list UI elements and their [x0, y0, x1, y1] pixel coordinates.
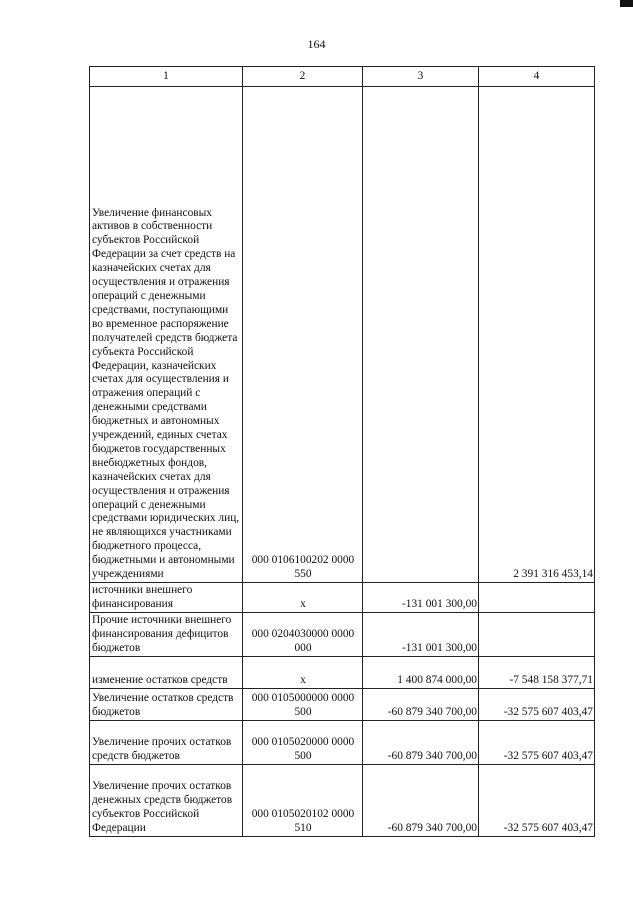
row-name: Увеличение прочих остатков денежных средств бюджетов субъектов Российской Федерации	[90, 765, 243, 837]
row-name: Увеличение остатков средств бюджетов	[90, 689, 243, 721]
row-value-col3: -60 879 340 700,00	[363, 721, 479, 765]
row-code: 000 0204030000 0000 000	[243, 613, 363, 657]
row-value-col3	[363, 87, 479, 583]
row-name: изменение остатков средств	[90, 657, 243, 689]
row-code: 000 0105020000 0000 500	[243, 721, 363, 765]
page-number: 164	[307, 37, 326, 51]
row-value-col4: -32 575 607 403,47	[479, 689, 595, 721]
row-code: 000 0105000000 0000 500	[243, 689, 363, 721]
column-header-1: 1	[90, 67, 243, 87]
row-value-col4: -7 548 158 377,71	[479, 657, 595, 689]
row-value-col3: -60 879 340 700,00	[363, 765, 479, 837]
row-value-col3: -60 879 340 700,00	[363, 689, 479, 721]
row-value-col4	[479, 613, 595, 657]
row-value-col4: -32 575 607 403,47	[479, 721, 595, 765]
table-row	[90, 583, 595, 613]
scan-corner-mark	[620, 0, 633, 7]
table-row	[90, 613, 595, 657]
column-header-4: 4	[479, 67, 595, 87]
row-value-col3: -131 001 300,00	[363, 613, 479, 657]
row-name: Увеличение прочих остатков средств бюджетов	[90, 721, 243, 765]
budget-sources-table	[89, 66, 595, 837]
table-row	[90, 657, 595, 689]
row-name: Прочие источники внешнего финансирования дефицитов бюджетов	[90, 613, 243, 657]
row-value-col4	[479, 583, 595, 613]
row-value-col3: -131 001 300,00	[363, 583, 479, 613]
column-header-2: 2	[243, 67, 363, 87]
table-row	[90, 721, 595, 765]
row-name: Увеличение финансовых активов в собственности субъектов Российской Федерации за счет средств на казначейских счетах для осуществления и отражения операций с денежными средствами, поступающими во временное распоряжение получателей средств бюджета субъекта Российской Федерации, казначейских счетах для осуществления и отражения операций с денежными средствами бюджетных и автономных учреждений, единых счетах бюджетов государственных внебюджетных фондов, казначейских счетах для осуществления и отражения операций с денежными средствами юридических лиц, не являющихся участниками бюджетного процесса, бюджетными и автономными учреждениями	[90, 87, 243, 583]
row-value-col3: 1 400 874 000,00	[363, 657, 479, 689]
row-value-col4: -32 575 607 403,47	[479, 765, 595, 837]
table-row	[90, 87, 595, 583]
row-code: 000 0106100202 0000 550	[243, 87, 363, 583]
row-value-col4: 2 391 316 453,14	[479, 87, 595, 583]
table-row	[90, 765, 595, 837]
row-name: источники внешнего финансирования	[90, 583, 243, 613]
table-row	[90, 689, 595, 721]
row-code: 000 0105020102 0000 510	[243, 765, 363, 837]
table-header-row	[90, 67, 595, 87]
row-code: x	[243, 583, 363, 613]
row-code: x	[243, 657, 363, 689]
column-header-3: 3	[363, 67, 479, 87]
